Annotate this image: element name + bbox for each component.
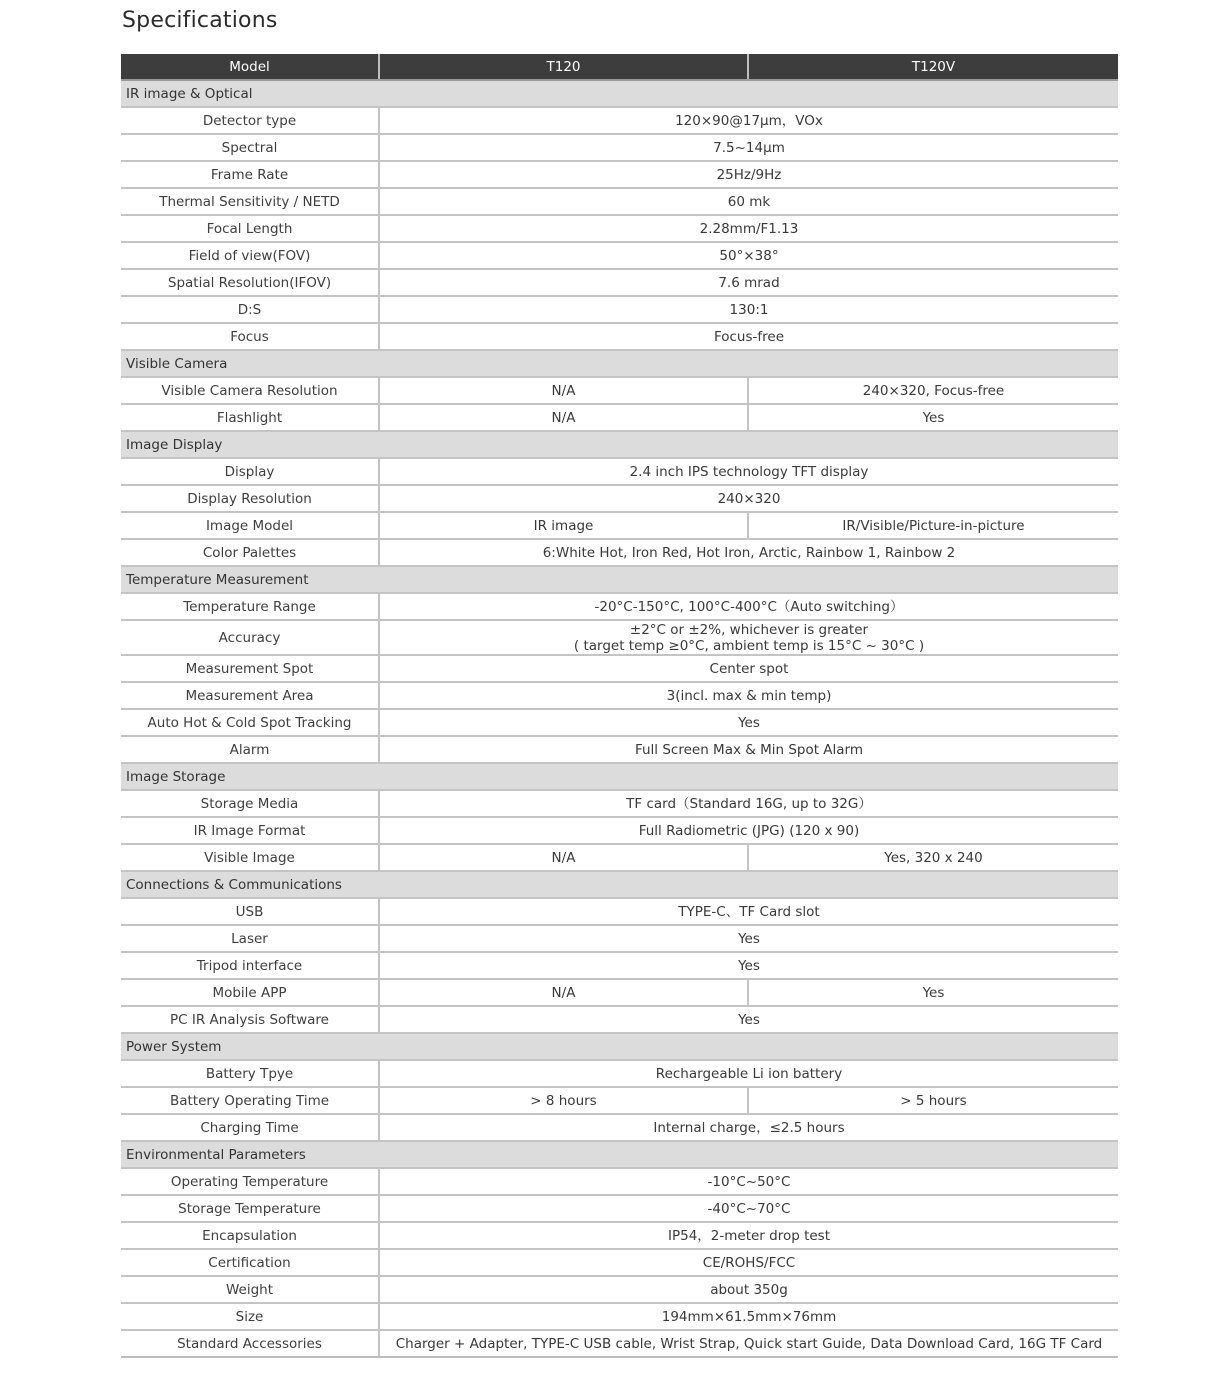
spec-label: USB xyxy=(121,898,379,925)
header-row xyxy=(121,54,1118,80)
spec-row xyxy=(121,512,1118,539)
spec-label: Mobile APP xyxy=(121,979,379,1006)
spec-row xyxy=(121,458,1118,485)
section-header-row xyxy=(121,871,1118,898)
spec-value: 7.5~14μm xyxy=(379,134,1118,161)
spec-value: 120×90@17μm，VOx xyxy=(379,107,1118,134)
section-title: Temperature Measurement xyxy=(121,566,1118,593)
spec-label: Spatial Resolution(IFOV) xyxy=(121,269,379,296)
spec-value-t120v: Yes xyxy=(748,979,1118,1006)
spec-value: 130:1 xyxy=(379,296,1118,323)
spec-value: -10°C~50°C xyxy=(379,1168,1118,1195)
spec-label: Display xyxy=(121,458,379,485)
spec-row xyxy=(121,682,1118,709)
spec-label: PC IR Analysis Software xyxy=(121,1006,379,1033)
spec-row xyxy=(121,161,1118,188)
spec-value: 194mm×61.5mm×76mm xyxy=(379,1303,1118,1330)
spec-label: Flashlight xyxy=(121,404,379,431)
spec-label: Display Resolution xyxy=(121,485,379,512)
spec-table-header xyxy=(121,54,1118,80)
section-header-row xyxy=(121,350,1118,377)
spec-row xyxy=(121,1168,1118,1195)
spec-row xyxy=(121,1276,1118,1303)
spec-row xyxy=(121,323,1118,350)
spec-row xyxy=(121,790,1118,817)
spec-row xyxy=(121,215,1118,242)
spec-label: Size xyxy=(121,1303,379,1330)
spec-label: Storage Temperature xyxy=(121,1195,379,1222)
spec-label: Auto Hot & Cold Spot Tracking xyxy=(121,709,379,736)
spec-value: TYPE-C、TF Card slot xyxy=(379,898,1118,925)
spec-value-t120: N/A xyxy=(379,979,748,1006)
spec-row xyxy=(121,269,1118,296)
spec-label: Laser xyxy=(121,925,379,952)
spec-row xyxy=(121,485,1118,512)
spec-row xyxy=(121,593,1118,620)
spec-row xyxy=(121,655,1118,682)
spec-label: Tripod interface xyxy=(121,952,379,979)
model-header: Model xyxy=(121,54,379,80)
spec-label: Battery Tpye xyxy=(121,1060,379,1087)
spec-value: 2.28mm/F1.13 xyxy=(379,215,1118,242)
t120v-header: T120V xyxy=(748,54,1118,80)
t120-header: T120 xyxy=(379,54,748,80)
spec-row xyxy=(121,1303,1118,1330)
spec-label: Color Palettes xyxy=(121,539,379,566)
spec-label: Spectral xyxy=(121,134,379,161)
spec-value: Yes xyxy=(379,709,1118,736)
section-title: Connections & Communications xyxy=(121,871,1118,898)
spec-value: Focus-free xyxy=(379,323,1118,350)
spec-label: Thermal Sensitivity / NETD xyxy=(121,188,379,215)
spec-label: Operating Temperature xyxy=(121,1168,379,1195)
spec-value-t120v: 240×320, Focus-free xyxy=(748,377,1118,404)
spec-value: Center spot xyxy=(379,655,1118,682)
spec-label: Visible Image xyxy=(121,844,379,871)
spec-value xyxy=(379,620,1118,655)
spec-row xyxy=(121,377,1118,404)
spec-value: 240×320 xyxy=(379,485,1118,512)
spec-label: Storage Media xyxy=(121,790,379,817)
section-title: Environmental Parameters xyxy=(121,1141,1118,1168)
spec-row xyxy=(121,1330,1118,1357)
spec-label: Frame Rate xyxy=(121,161,379,188)
spec-row xyxy=(121,539,1118,566)
spec-row xyxy=(121,1249,1118,1276)
spec-label: Charging Time xyxy=(121,1114,379,1141)
spec-value-t120: N/A xyxy=(379,404,748,431)
section-title: IR image & Optical xyxy=(121,80,1118,107)
spec-value-t120: IR image xyxy=(379,512,748,539)
spec-row xyxy=(121,1195,1118,1222)
spec-value: 50°×38° xyxy=(379,242,1118,269)
spec-label: Encapsulation xyxy=(121,1222,379,1249)
section-header-row xyxy=(121,1033,1118,1060)
spec-row xyxy=(121,242,1118,269)
spec-value-note: ( target temp ≥0°C, ambient temp is 15°C ~ 30°C ) xyxy=(573,637,925,654)
section-header-row xyxy=(121,566,1118,593)
section-title: Image Display xyxy=(121,431,1118,458)
section-title: Power System xyxy=(121,1033,1118,1060)
spec-value: CE/ROHS/FCC xyxy=(379,1249,1118,1276)
spec-row xyxy=(121,296,1118,323)
spec-row xyxy=(121,709,1118,736)
spec-value: TF card（Standard 16G, up to 32G） xyxy=(379,790,1118,817)
spec-table-body xyxy=(121,80,1118,1357)
spec-label: Detector type xyxy=(121,107,379,134)
spec-table xyxy=(121,54,1118,1358)
page-title: Specifications xyxy=(122,8,278,33)
spec-label: Certification xyxy=(121,1249,379,1276)
spec-label: Field of view(FOV) xyxy=(121,242,379,269)
spec-row xyxy=(121,1114,1118,1141)
spec-row xyxy=(121,620,1118,655)
spec-row xyxy=(121,736,1118,763)
spec-label: Weight xyxy=(121,1276,379,1303)
spec-row xyxy=(121,1060,1118,1087)
spec-value-t120v: Yes xyxy=(748,404,1118,431)
spec-row xyxy=(121,952,1118,979)
spec-value: 60 mk xyxy=(379,188,1118,215)
spec-value: -40°C~70°C xyxy=(379,1195,1118,1222)
spec-value: Yes xyxy=(379,925,1118,952)
spec-row xyxy=(121,817,1118,844)
spec-value: Yes xyxy=(379,952,1118,979)
spec-value: 2.4 inch IPS technology TFT display xyxy=(379,458,1118,485)
spec-value: Charger + Adapter, TYPE-C USB cable, Wrist Strap, Quick start Guide, Data Download Card, 16G TF Card xyxy=(379,1330,1118,1357)
spec-label: Accuracy xyxy=(121,620,379,655)
spec-value: Internal charge，≤2.5 hours xyxy=(379,1114,1118,1141)
spec-value: Full Radiometric (JPG) (120 x 90) xyxy=(379,817,1118,844)
spec-label: Focal Length xyxy=(121,215,379,242)
spec-label: Battery Operating Time xyxy=(121,1087,379,1114)
spec-row xyxy=(121,1222,1118,1249)
section-header-row xyxy=(121,763,1118,790)
spec-label: IR Image Format xyxy=(121,817,379,844)
spec-row xyxy=(121,404,1118,431)
spec-value: 7.6 mrad xyxy=(379,269,1118,296)
spec-value: Rechargeable Li ion battery xyxy=(379,1060,1118,1087)
spec-value-t120v: IR/Visible/Picture-in-picture xyxy=(748,512,1118,539)
section-header-row xyxy=(121,80,1118,107)
spec-row xyxy=(121,979,1118,1006)
spec-value-t120v: Yes, 320 x 240 xyxy=(748,844,1118,871)
spec-label: Visible Camera Resolution xyxy=(121,377,379,404)
spec-row xyxy=(121,134,1118,161)
spec-value-t120: N/A xyxy=(379,377,748,404)
spec-row xyxy=(121,107,1118,134)
spec-value-t120v: > 5 hours xyxy=(748,1087,1118,1114)
spec-value: Full Screen Max & Min Spot Alarm xyxy=(379,736,1118,763)
spec-label: D:S xyxy=(121,296,379,323)
spec-label: Standard Accessories xyxy=(121,1330,379,1357)
section-header-row xyxy=(121,1141,1118,1168)
spec-value: 6:White Hot, Iron Red, Hot Iron, Arctic, Rainbow 1, Rainbow 2 xyxy=(379,539,1118,566)
spec-row xyxy=(121,898,1118,925)
spec-value-line: ±2°C or ±2%, whichever is greater xyxy=(629,621,869,638)
section-title: Visible Camera xyxy=(121,350,1118,377)
spec-value: -20°C-150°C, 100°C-400°C（Auto switching） xyxy=(379,593,1118,620)
spec-value: about 350g xyxy=(379,1276,1118,1303)
spec-row xyxy=(121,188,1118,215)
spec-value: IP54，2-meter drop test xyxy=(379,1222,1118,1249)
spec-value: 3(incl. max & min temp) xyxy=(379,682,1118,709)
spec-value: 25Hz/9Hz xyxy=(379,161,1118,188)
spec-label: Alarm xyxy=(121,736,379,763)
spec-value-t120: N/A xyxy=(379,844,748,871)
spec-label: Temperature Range xyxy=(121,593,379,620)
spec-label: Focus xyxy=(121,323,379,350)
spec-row xyxy=(121,1087,1118,1114)
spec-row xyxy=(121,925,1118,952)
spec-label: Measurement Area xyxy=(121,682,379,709)
spec-label: Image Model xyxy=(121,512,379,539)
spec-label: Measurement Spot xyxy=(121,655,379,682)
spec-row xyxy=(121,844,1118,871)
spec-value-t120: > 8 hours xyxy=(379,1087,748,1114)
section-title: Image Storage xyxy=(121,763,1118,790)
spec-value: Yes xyxy=(379,1006,1118,1033)
spec-row xyxy=(121,1006,1118,1033)
section-header-row xyxy=(121,431,1118,458)
